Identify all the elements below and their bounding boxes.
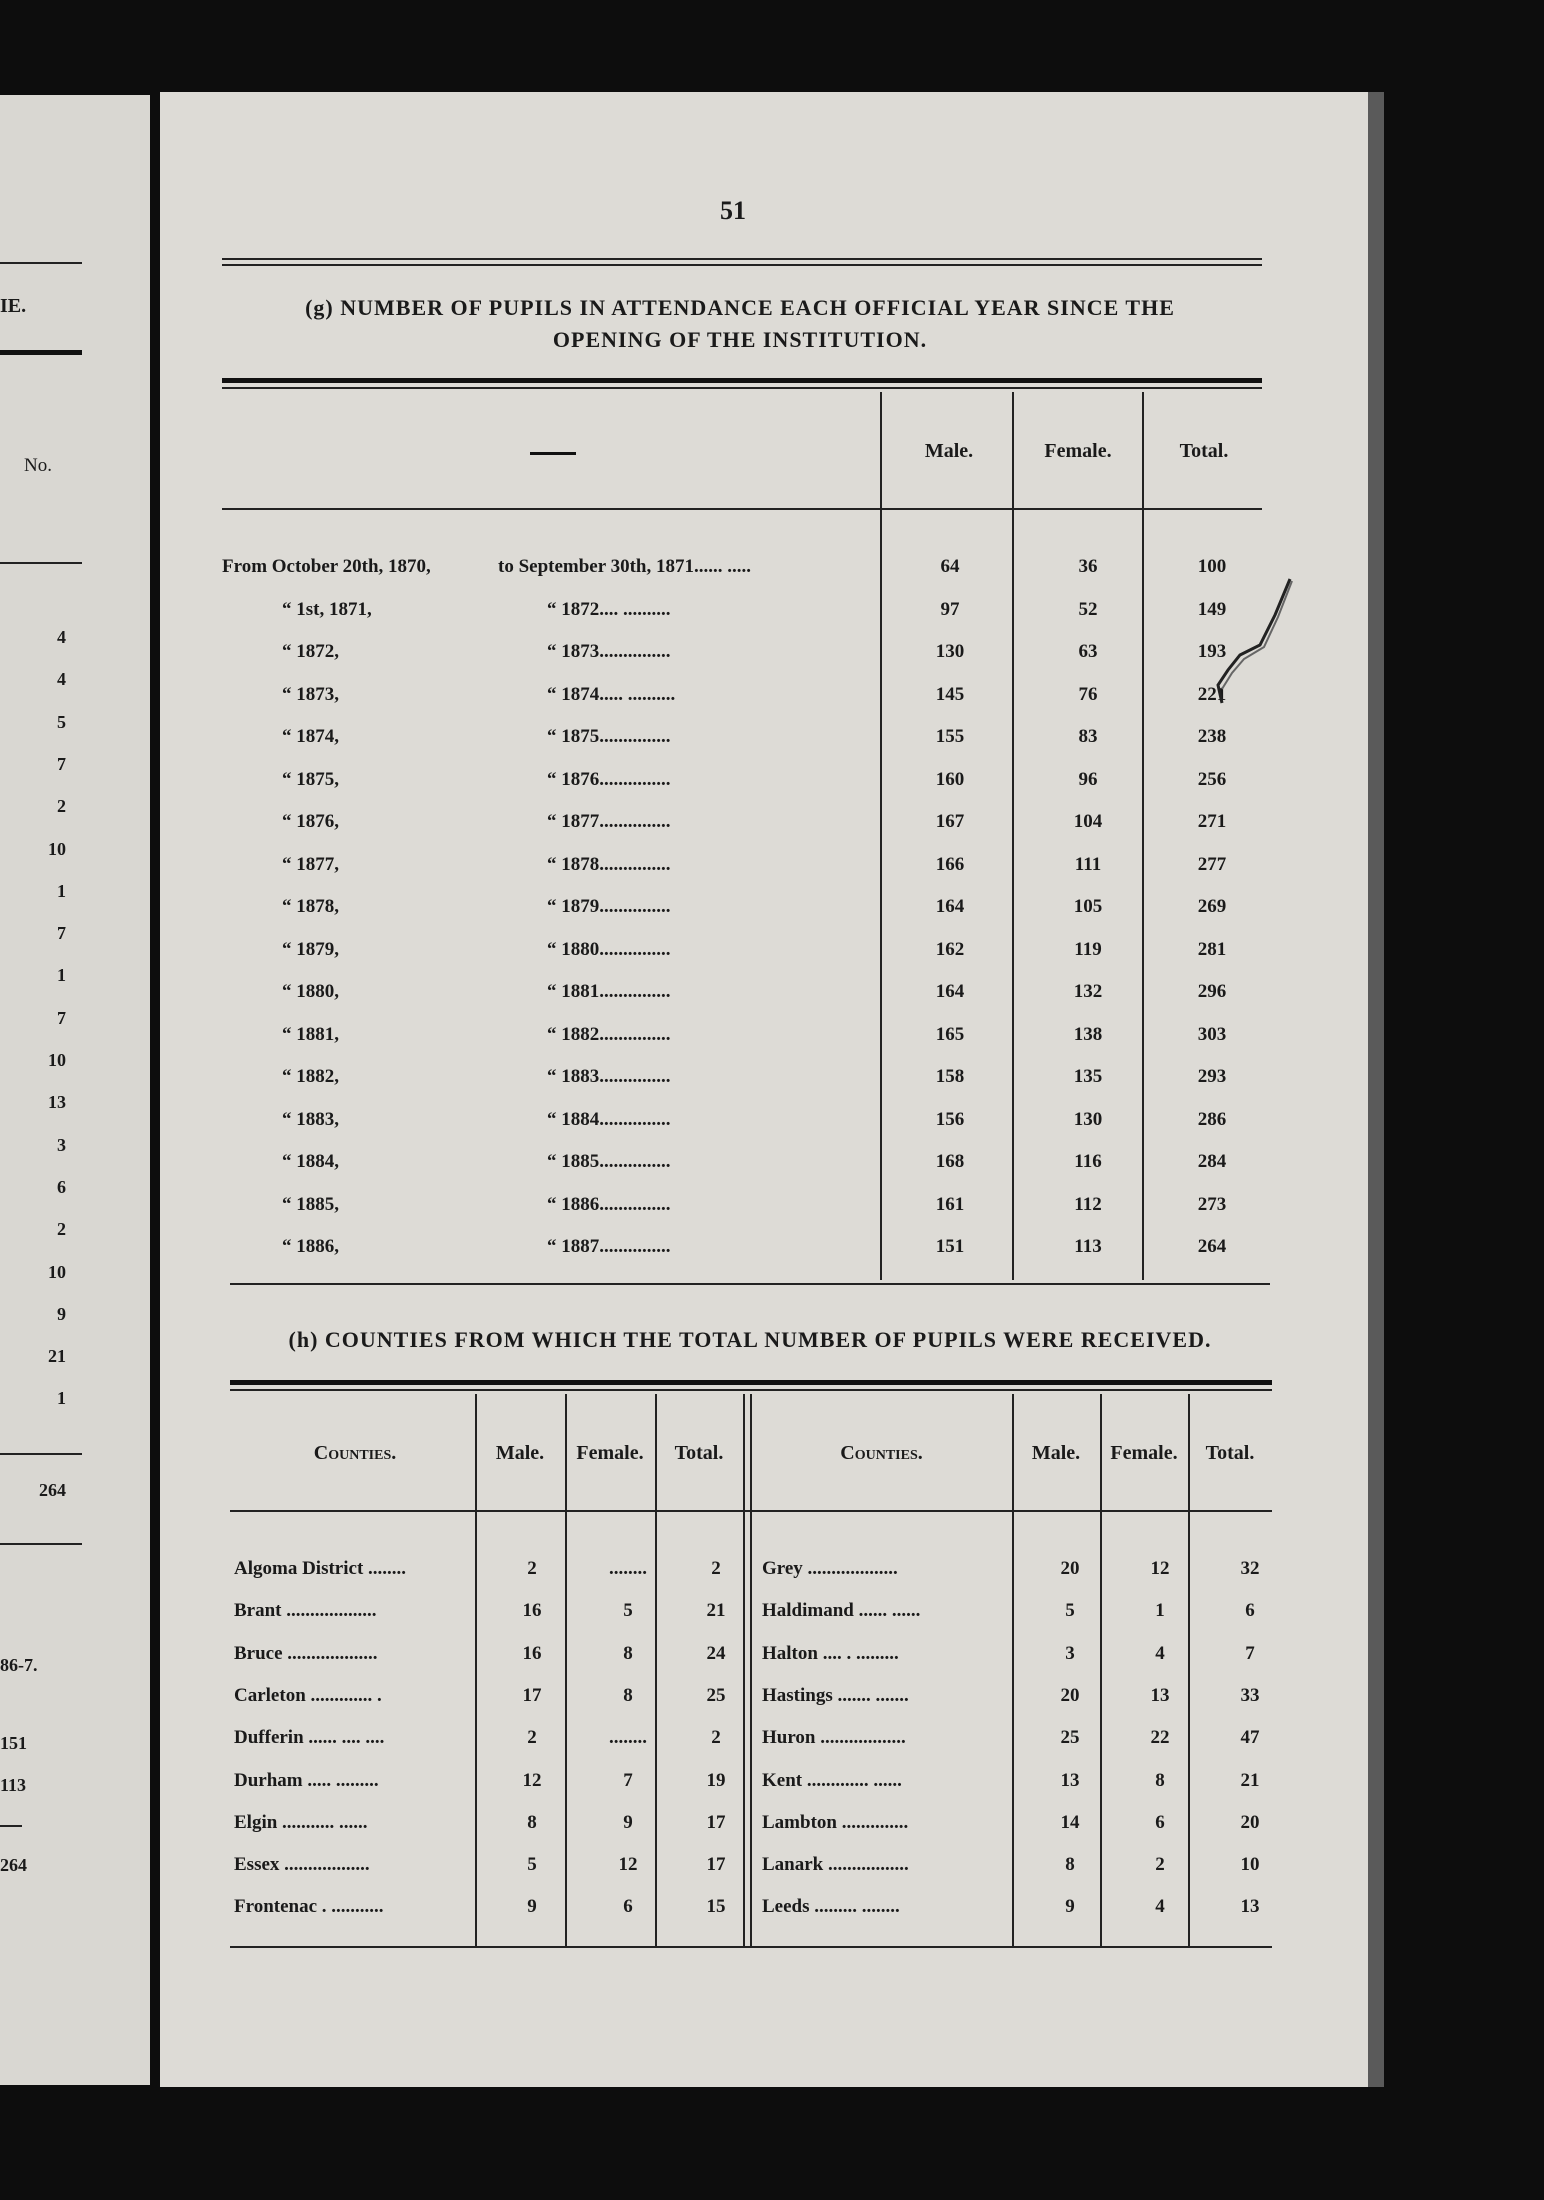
county-female: 9 — [623, 1811, 633, 1833]
period-from: “ 1882, — [282, 1066, 339, 1087]
county-left: Bruce ................... — [234, 1642, 378, 1664]
table-h-col-divider — [1012, 1394, 1014, 1946]
left-number: 10 — [48, 838, 66, 859]
left-fragment: 264 — [0, 1855, 27, 1875]
left-fragment: 113 — [0, 1775, 27, 1795]
period-to: “ 1879............... — [547, 896, 671, 917]
male-count: 161 — [935, 1193, 965, 1215]
male-count: 158 — [935, 1066, 965, 1087]
period-from: From October 20th, 1870, — [222, 556, 431, 577]
county-male: 13 — [1060, 1769, 1080, 1791]
total-count: 281 — [1197, 938, 1227, 960]
period-from: “ 1872, — [282, 641, 339, 662]
county-male: 17 — [522, 1684, 542, 1706]
section-h-title: (h) COUNTIES FROM WHICH THE TOTAL NUMBER OF PUPILS WERE RECEIVED. — [288, 1327, 1212, 1352]
total-count: 273 — [1197, 1193, 1227, 1215]
county-right: Grey ................... — [762, 1558, 898, 1579]
county-total: 33 — [1240, 1684, 1260, 1706]
table-g-header-rule — [222, 508, 1262, 510]
table-h-top-rule — [230, 1389, 1272, 1391]
table-h-header-male-right: Male. — [1031, 1442, 1081, 1464]
left-rule — [0, 1453, 82, 1455]
female-count: 111 — [1074, 853, 1102, 875]
table-h-col-divider — [475, 1394, 477, 1946]
period-from: “ 1st, 1871, — [282, 598, 372, 620]
county-female: 12 — [618, 1854, 638, 1876]
total-count: 293 — [1197, 1066, 1227, 1087]
county-total: 2 — [711, 1727, 721, 1749]
county-total: 17 — [706, 1854, 726, 1876]
page-number: 51 — [720, 196, 746, 225]
male-count: 164 — [935, 896, 965, 917]
county-male: 3 — [1065, 1642, 1075, 1664]
county-right: Huron .................. — [762, 1727, 906, 1749]
county-left: Essex .................. — [234, 1854, 370, 1876]
county-male: 16 — [522, 1600, 542, 1622]
total-count: 296 — [1197, 981, 1227, 1002]
period-from: “ 1874, — [282, 726, 339, 747]
county-male: 2 — [527, 1558, 537, 1579]
table-h-top-rule — [230, 1380, 1272, 1385]
county-right: Lambton .............. — [762, 1811, 909, 1833]
left-col-label: No. — [24, 455, 52, 476]
top-rule — [222, 258, 1262, 260]
period-from: “ 1883, — [282, 1108, 339, 1130]
male-count: 167 — [935, 811, 965, 832]
table-h-header-male-left: Male. — [495, 1442, 545, 1464]
male-count: 164 — [935, 981, 965, 1002]
county-male: 9 — [527, 1896, 537, 1918]
table-h-header-counties-right: Counties. — [840, 1442, 923, 1464]
section-g-title-line1: (g) NUMBER OF PUPILS IN ATTENDANCE EACH OFFICIAL YEAR SINCE THE — [305, 295, 1175, 320]
female-count: 135 — [1073, 1066, 1103, 1087]
total-count: 269 — [1197, 896, 1227, 917]
left-number: 10 — [48, 1261, 66, 1282]
county-right: Haldimand ...... ...... — [762, 1600, 921, 1622]
left-rule — [0, 562, 82, 564]
period-from: “ 1881, — [282, 1023, 339, 1045]
period-to: “ 1887............... — [547, 1236, 671, 1257]
left-rule — [0, 262, 82, 264]
female-count: 116 — [1074, 1151, 1102, 1172]
county-right: Kent ............. ...... — [762, 1769, 902, 1791]
period-from: “ 1879, — [282, 938, 339, 960]
county-total: 21 — [706, 1600, 726, 1622]
male-count: 156 — [935, 1108, 965, 1130]
county-left: Elgin ........... ...... — [234, 1811, 368, 1833]
county-total: 13 — [1240, 1896, 1260, 1918]
county-female: 8 — [623, 1642, 633, 1664]
left-total: 264 — [39, 1480, 66, 1500]
total-count: 286 — [1197, 1108, 1227, 1130]
female-count: 63 — [1078, 641, 1098, 662]
county-left: Frontenac . ........... — [234, 1896, 384, 1918]
county-male: 25 — [1060, 1727, 1080, 1749]
table-g-bottom-rule — [230, 1283, 1270, 1285]
female-count: 52 — [1078, 598, 1098, 620]
period-to: “ 1886............... — [547, 1193, 671, 1215]
county-total: 10 — [1240, 1854, 1260, 1876]
period-from: “ 1878, — [282, 896, 339, 917]
male-count: 145 — [935, 683, 965, 705]
county-total: 19 — [706, 1769, 726, 1791]
left-number: 6 — [57, 1176, 66, 1197]
table-h-header-counties-left: Counties. — [313, 1442, 397, 1464]
stub-header-dash — [530, 452, 576, 455]
period-to: “ 1881............... — [547, 981, 671, 1002]
period-to: to September 30th, 1871...... ..... — [498, 556, 751, 577]
left-fragment: 151 — [0, 1733, 27, 1753]
county-female: 6 — [623, 1896, 633, 1918]
county-female: 5 — [623, 1600, 633, 1622]
left-number: 5 — [57, 711, 66, 732]
left-rule — [0, 1825, 22, 1827]
left-number: 7 — [57, 1007, 66, 1028]
left-header-fragment: IE. — [0, 295, 27, 317]
total-count: 100 — [1197, 556, 1227, 577]
table-g-header-male: Male. — [924, 440, 974, 462]
county-female: 6 — [1155, 1811, 1165, 1833]
male-count: 64 — [940, 556, 960, 577]
county-female: 8 — [1155, 1769, 1165, 1791]
left-rule — [0, 1543, 82, 1545]
period-to: “ 1874..... .......... — [547, 683, 676, 705]
period-from: “ 1885, — [282, 1193, 339, 1215]
left-number: 1 — [57, 1388, 66, 1409]
county-female: 22 — [1150, 1727, 1170, 1749]
period-from: “ 1884, — [282, 1151, 339, 1172]
left-number: 1 — [57, 880, 66, 901]
period-to: “ 1880............... — [547, 938, 671, 960]
left-number: 7 — [57, 753, 66, 774]
table-h-bottom-rule — [230, 1946, 1272, 1948]
left-number: 2 — [57, 1219, 66, 1240]
total-count: 149 — [1197, 598, 1227, 620]
section-g-title-line2: OPENING OF THE INSTITUTION. — [552, 327, 928, 352]
period-to: “ 1875............... — [547, 726, 671, 747]
county-left: Brant ................... — [234, 1600, 377, 1622]
county-total: 17 — [706, 1811, 726, 1833]
county-male: 12 — [522, 1769, 542, 1791]
period-from: “ 1876, — [282, 811, 339, 832]
county-male: 8 — [1065, 1854, 1075, 1876]
male-count: 166 — [935, 853, 965, 875]
county-male: 14 — [1060, 1811, 1080, 1833]
total-count: 271 — [1197, 811, 1227, 832]
left-fragment: 86-7. — [0, 1655, 38, 1675]
period-from: “ 1873, — [282, 683, 339, 705]
female-count: 104 — [1073, 811, 1103, 832]
period-to: “ 1872.... .......... — [547, 598, 671, 620]
period-to: “ 1876............... — [547, 768, 671, 790]
table-g-top-rule — [222, 387, 1262, 389]
county-male: 2 — [527, 1727, 537, 1749]
male-count: 165 — [935, 1023, 965, 1045]
female-count: 138 — [1073, 1023, 1103, 1045]
male-count: 160 — [935, 768, 965, 790]
county-left: Algoma District ........ — [234, 1558, 407, 1579]
county-total: 7 — [1245, 1642, 1255, 1664]
county-male: 16 — [522, 1642, 542, 1664]
county-male: 5 — [527, 1854, 537, 1876]
period-from: “ 1880, — [282, 981, 339, 1002]
period-to: “ 1877............... — [547, 811, 671, 832]
left-number: 4 — [57, 669, 66, 690]
county-total: 21 — [1240, 1769, 1260, 1791]
left-number: 3 — [57, 1134, 66, 1155]
period-to: “ 1873............... — [547, 641, 671, 662]
county-total: 25 — [706, 1684, 726, 1706]
period-from: “ 1875, — [282, 768, 339, 790]
total-count: 264 — [1197, 1236, 1227, 1257]
county-male: 9 — [1065, 1896, 1075, 1918]
total-count: 284 — [1197, 1151, 1227, 1172]
period-to: “ 1882............... — [547, 1023, 671, 1045]
county-female: 4 — [1155, 1642, 1165, 1664]
female-count: 119 — [1074, 938, 1102, 960]
left-number: 13 — [48, 1092, 66, 1113]
female-count: 36 — [1078, 556, 1098, 577]
left-number: 4 — [57, 627, 66, 647]
county-female: ........ — [609, 1727, 647, 1749]
county-total: 20 — [1240, 1811, 1260, 1833]
county-female: 2 — [1155, 1854, 1165, 1876]
period-from: “ 1886, — [282, 1236, 339, 1257]
table-g-top-rule — [222, 378, 1262, 383]
county-total: 24 — [706, 1642, 726, 1664]
county-right: Halton .... . ......... — [762, 1642, 899, 1664]
county-female: 8 — [623, 1684, 633, 1706]
county-total: 47 — [1240, 1727, 1260, 1749]
county-total: 2 — [711, 1558, 721, 1579]
total-count: 303 — [1197, 1023, 1227, 1045]
county-female: 4 — [1155, 1896, 1165, 1918]
left-number: 2 — [57, 796, 66, 817]
left-number: 1 — [57, 965, 66, 986]
female-count: 113 — [1074, 1236, 1102, 1257]
female-count: 105 — [1073, 896, 1103, 917]
county-total: 32 — [1240, 1558, 1260, 1579]
total-count: 238 — [1197, 726, 1227, 747]
county-male: 8 — [527, 1811, 537, 1833]
period-from: “ 1877, — [282, 853, 339, 875]
female-count: 96 — [1078, 768, 1098, 790]
county-left: Dufferin ...... .... .... — [234, 1727, 385, 1749]
total-count: 221 — [1197, 683, 1227, 705]
table-g-header-total: Total. — [1179, 440, 1229, 462]
county-right: Leeds ......... ........ — [762, 1896, 900, 1918]
top-rule — [222, 264, 1262, 266]
total-count: 193 — [1197, 641, 1227, 662]
county-female: 7 — [623, 1769, 633, 1791]
male-count: 130 — [935, 641, 965, 662]
table-h-header-total-right: Total. — [1205, 1442, 1255, 1464]
table-h-header-total-left: Total. — [674, 1442, 724, 1464]
county-left: Carleton ............. . — [234, 1684, 382, 1706]
page-edge — [1368, 92, 1384, 2087]
female-count: 76 — [1078, 683, 1098, 705]
female-count: 83 — [1078, 726, 1098, 747]
county-right: Lanark ................. — [762, 1854, 909, 1876]
county-female: 1 — [1155, 1600, 1165, 1622]
total-count: 256 — [1197, 768, 1227, 790]
period-to: “ 1885............... — [547, 1151, 671, 1172]
county-female: 13 — [1150, 1684, 1170, 1706]
table-h-header-female-left: Female. — [576, 1442, 644, 1464]
county-female: ........ — [609, 1558, 647, 1579]
male-count: 168 — [935, 1151, 965, 1172]
county-right: Hastings ....... ....... — [762, 1684, 909, 1706]
male-count: 97 — [940, 598, 960, 620]
period-to: “ 1878............... — [547, 853, 671, 875]
left-number: 9 — [57, 1303, 66, 1324]
county-left: Durham ..... ......... — [234, 1769, 379, 1791]
male-count: 151 — [935, 1236, 965, 1257]
county-male: 20 — [1060, 1684, 1080, 1706]
table-g-header-female: Female. — [1044, 440, 1112, 462]
period-to: “ 1883............... — [547, 1066, 671, 1087]
left-number: 10 — [48, 1050, 66, 1070]
female-count: 132 — [1073, 981, 1103, 1002]
table-h-header-female-right: Female. — [1110, 1442, 1178, 1464]
left-rule-thick — [0, 350, 82, 355]
total-count: 277 — [1197, 853, 1227, 875]
left-number: 7 — [57, 923, 66, 944]
adjacent-page-fragment — [0, 95, 150, 2085]
county-male: 20 — [1060, 1558, 1080, 1579]
male-count: 162 — [935, 938, 965, 960]
county-total: 6 — [1245, 1600, 1255, 1622]
county-female: 12 — [1150, 1558, 1170, 1579]
handwritten-check-mark — [1180, 575, 1300, 715]
table-h-header-rule — [230, 1510, 1272, 1512]
female-count: 112 — [1074, 1193, 1102, 1215]
female-count: 130 — [1073, 1108, 1103, 1130]
county-total: 15 — [706, 1896, 726, 1918]
period-to: “ 1884............... — [547, 1108, 671, 1130]
county-male: 5 — [1065, 1600, 1075, 1622]
male-count: 155 — [935, 726, 965, 747]
left-number: 21 — [48, 1346, 66, 1367]
